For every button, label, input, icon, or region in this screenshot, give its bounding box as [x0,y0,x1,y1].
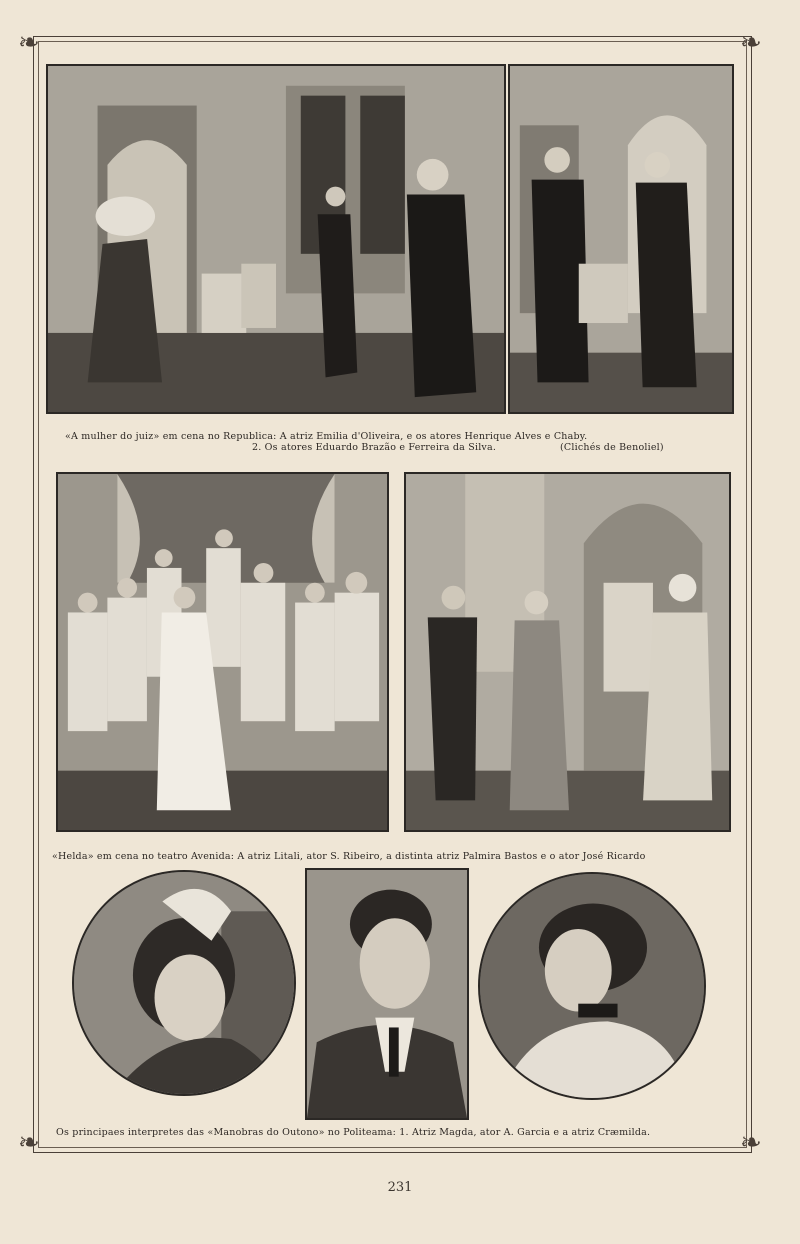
corner-flourish-icon: ❧ [18,28,40,58]
portrait-ator-a-garcia [305,868,469,1120]
portrait-atriz-magda [72,870,296,1096]
caption-top-line2: 2. Os atores Eduardo Brazão e Ferreira da Silva. [252,442,497,453]
photo-helda-chorus [56,472,389,832]
caption-top-line1: «A mulher do juiz» em cena no Republica: A atriz Emilia d'Oliveira, e os atores Henrique Alves e Chaby. [65,431,588,442]
caption-top-credit: (Clichés de Benoliel) [560,442,664,453]
photo-brazao-ferreira-da-silva [508,64,734,414]
corner-flourish-icon: ❧ [740,28,762,58]
portrait-atriz-craemilda [478,872,706,1100]
caption-bottom: Os principaes interpretes das «Manobras do Outono» no Politeama: 1. Atriz Magda, ator A. Garcia e a atriz Cræmilda. [56,1127,651,1138]
page-number: 231 [387,1180,413,1195]
caption-middle: «Helda» em cena no teatro Avenida: A atriz Litali, ator S. Ribeiro, a distinta atriz Palmira Bastos e o ator José Ricardo [52,851,646,862]
photo-helda-scene [404,472,731,832]
corner-flourish-icon: ❧ [18,1128,40,1158]
corner-flourish-icon: ❧ [740,1128,762,1158]
photo-stage-scene-mulher-do-juiz [46,64,506,414]
